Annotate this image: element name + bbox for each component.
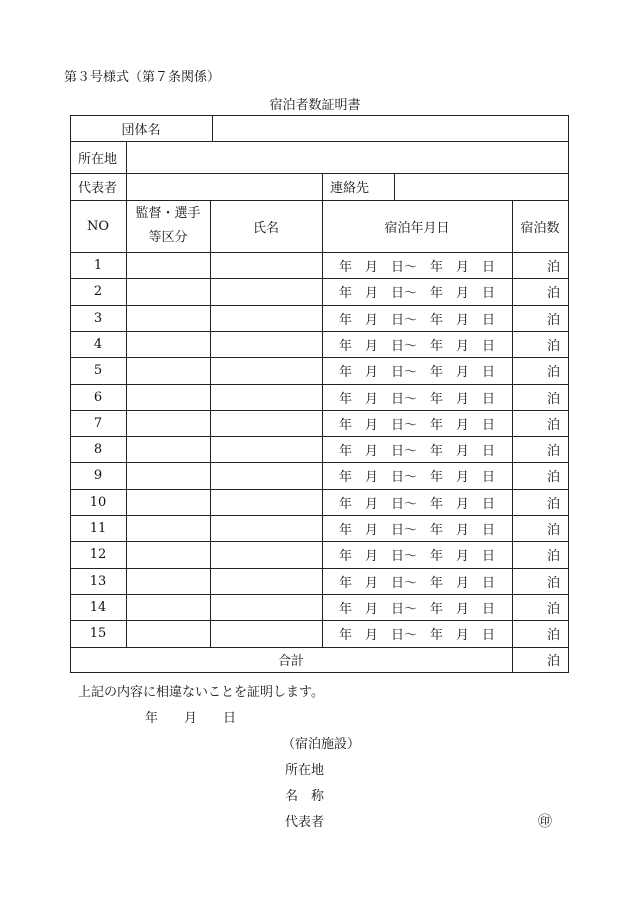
row-number: 10 — [89, 494, 107, 510]
total-unit: 泊 — [546, 654, 560, 669]
row-date-range: 年 月 日～ 年 月 日 — [338, 285, 495, 301]
row-date-range: 年 月 日～ 年 月 日 — [338, 522, 495, 538]
table-rule — [126, 200, 127, 648]
row-number: 15 — [89, 625, 107, 641]
row-date-range: 年 月 日～ 年 月 日 — [338, 364, 495, 380]
facility-heading: （宿泊施設） — [282, 737, 361, 752]
row-nights-unit: 泊 — [546, 259, 560, 275]
table-rule — [212, 115, 213, 142]
row-date-range: 年 月 日～ 年 月 日 — [338, 548, 495, 564]
row-date-range: 年 月 日～ 年 月 日 — [338, 417, 495, 433]
table-rule — [394, 173, 395, 201]
table-rule — [210, 200, 211, 648]
row-date-range: 年 月 日～ 年 月 日 — [338, 575, 495, 591]
total-label: 合計 — [277, 654, 304, 669]
row-number: 1 — [93, 257, 103, 273]
representative-label: 代表者 — [78, 181, 118, 196]
column-header-no: NO — [86, 218, 110, 234]
column-header-category-line2: 等区分 — [148, 230, 188, 245]
column-header-stay-period: 宿泊年月日 — [384, 220, 450, 236]
row-number: 7 — [93, 415, 103, 431]
row-number: 13 — [89, 573, 107, 589]
address-label: 所在地 — [78, 151, 118, 167]
column-header-category — [126, 200, 210, 252]
table-rule — [70, 173, 569, 174]
row-nights-unit: 泊 — [546, 469, 560, 485]
row-nights-unit: 泊 — [546, 627, 560, 643]
group-name-label: 団体名 — [121, 122, 161, 138]
row-number: 11 — [89, 520, 107, 536]
row-nights-unit: 泊 — [546, 312, 560, 328]
row-date-range: 年 月 日～ 年 月 日 — [338, 469, 495, 485]
table-rule — [70, 141, 569, 142]
form-number: 第３号様式（第７条関係） — [64, 70, 221, 85]
certification-statement: 上記の内容に相違ないことを証明します。 — [78, 685, 324, 700]
row-nights-unit: 泊 — [546, 364, 560, 380]
row-number: 5 — [93, 362, 103, 378]
row-number: 12 — [89, 546, 107, 562]
row-date-range: 年 月 日～ 年 月 日 — [338, 312, 495, 328]
row-nights-unit: 泊 — [546, 417, 560, 433]
table-rule — [568, 115, 569, 673]
row-nights-unit: 泊 — [546, 285, 560, 301]
facility-representative-label: 代表者 — [285, 815, 325, 830]
row-date-range: 年 月 日～ 年 月 日 — [338, 259, 495, 275]
contact-label: 連絡先 — [330, 181, 370, 196]
row-number: 2 — [93, 283, 103, 299]
column-header-nights: 宿泊数 — [520, 220, 560, 236]
row-date-range: 年 月 日～ 年 月 日 — [338, 496, 495, 512]
row-number: 9 — [93, 467, 103, 483]
row-date-range: 年 月 日～ 年 月 日 — [338, 338, 495, 354]
row-nights-unit: 泊 — [546, 496, 560, 512]
row-date-range: 年 月 日～ 年 月 日 — [338, 443, 495, 459]
column-header-name: 氏名 — [252, 220, 279, 236]
table-rule — [126, 141, 127, 201]
seal-mark: ㊞ — [538, 814, 552, 830]
row-nights-unit: 泊 — [546, 391, 560, 407]
row-number: 8 — [93, 441, 103, 457]
row-date-range: 年 月 日～ 年 月 日 — [338, 601, 495, 617]
facility-address-label: 所在地 — [285, 763, 325, 778]
row-date-range: 年 月 日～ 年 月 日 — [338, 391, 495, 407]
row-nights-unit: 泊 — [546, 601, 560, 617]
certification-date: 年 月 日 — [145, 711, 237, 726]
table-rule — [70, 672, 569, 673]
row-date-range: 年 月 日～ 年 月 日 — [338, 627, 495, 643]
row-nights-unit: 泊 — [546, 548, 560, 564]
row-nights-unit: 泊 — [546, 575, 560, 591]
row-number: 6 — [93, 389, 103, 405]
row-number: 14 — [89, 599, 107, 615]
document-title: 宿泊者数証明書 — [269, 98, 361, 113]
row-nights-unit: 泊 — [546, 443, 560, 459]
row-nights-unit: 泊 — [546, 522, 560, 538]
row-number: 3 — [93, 310, 103, 326]
row-nights-unit: 泊 — [546, 338, 560, 354]
row-number: 4 — [93, 336, 103, 352]
facility-name-label: 名 称 — [285, 789, 325, 804]
column-header-category-line1: 監督・選手 — [135, 206, 201, 221]
